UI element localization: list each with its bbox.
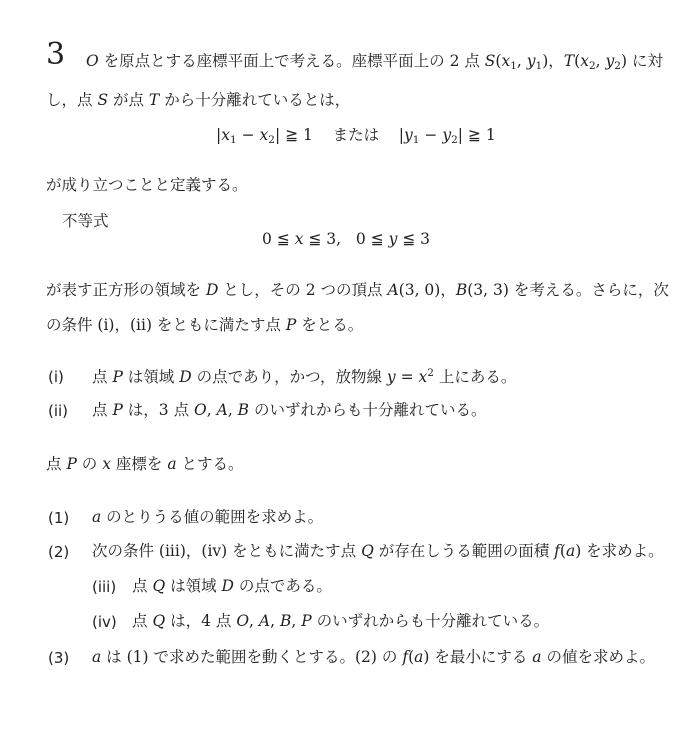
condition-label: (ii)	[48, 402, 69, 420]
condition-label: (i)	[48, 368, 64, 386]
question-text: 次の条件 (iii)，(iv) をともに満たす点 Q が存在しうる範囲の面積 f(a) を求めよ。	[92, 542, 664, 560]
intro-line-1-tail: に対	[631, 52, 663, 70]
question-label: (1)	[48, 509, 70, 527]
subcondition-text: 点 Q は領域 D の点である。	[132, 577, 332, 595]
region-line-1: が表す正方形の領域を D とし，その 2 つの頂点 A(3, 0)，B(3, 3) を考える。さらに，次	[46, 281, 669, 299]
square-inequality: 0 ≦ x ≦ 3, 0 ≦ y ≦ 3	[262, 230, 431, 248]
subcondition-label: (iv)	[92, 613, 117, 631]
distance-formula: $|x_1 - x_2|$ ≧ 1 または $|y_1 - y_2|$ ≧ 1	[216, 126, 496, 146]
intro-line-3: が成り立つことと定義する。	[46, 176, 248, 194]
define-a: 点 P の x 座標を a とする。	[46, 455, 244, 473]
condition-text: 点 P は領域 D の点であり，かつ，放物線 $y = x^2$ 上にある。	[92, 367, 517, 386]
subcondition-text: 点 Q は，4 点 O, A, B, P のいずれからも十分離れている。	[132, 612, 550, 630]
question-text: a のとりうる値の範囲を求めよ。	[92, 508, 324, 526]
question-text: a は (1) で求めた範囲を動くとする。(2) の f(a) を最小にする a の値を求めよ。	[92, 648, 655, 666]
problem-number: 3	[46, 37, 66, 72]
region-line-2: の条件 (i)，(ii) をともに満たす点 P をとる。	[46, 316, 364, 334]
condition-text: 点 P は，3 点 O, A, B のいずれからも十分離れている。	[92, 401, 487, 419]
question-label: (3)	[48, 649, 70, 667]
inequality-intro: 不等式	[62, 212, 109, 230]
subcondition-label: (iii)	[92, 578, 117, 596]
intro-line-1: O を原点とする座標平面上で考える。座標平面上の 2 点 $S(x_1$, $y_1$)，$T(x_2$, $y_2$) に対	[86, 52, 663, 72]
intro-line-2: し，点 S が点 T から十分離れているとは，	[46, 91, 351, 109]
question-label: (2)	[48, 543, 70, 561]
